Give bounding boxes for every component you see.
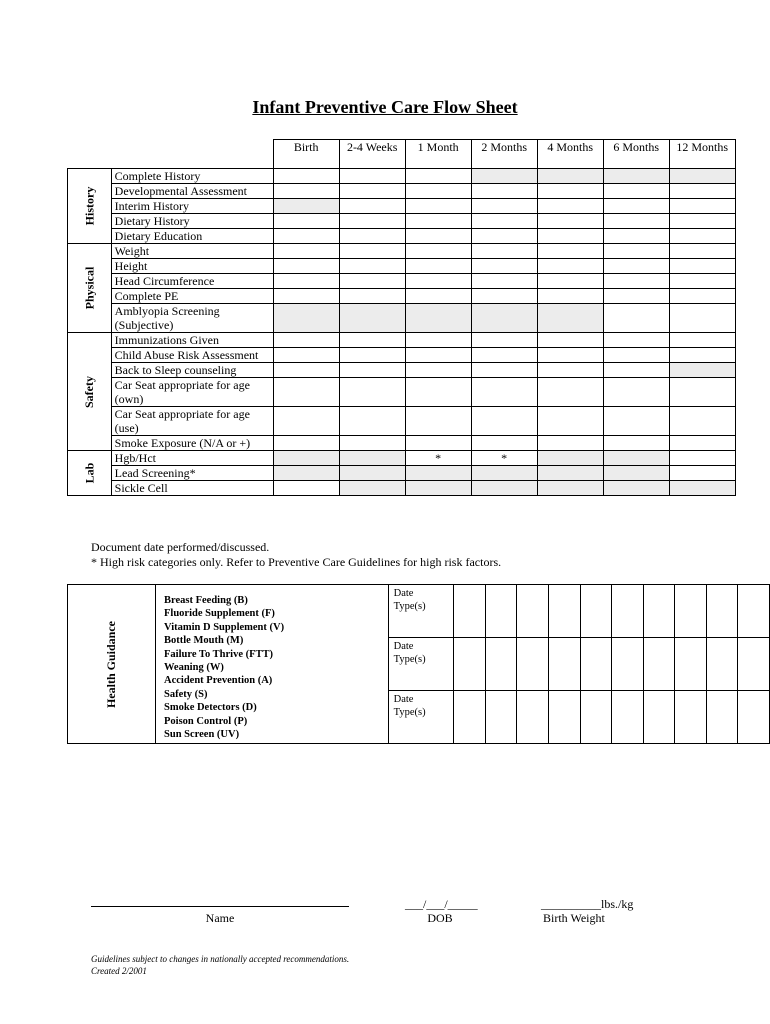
entry-cell[interactable] <box>273 214 339 229</box>
entry-cell[interactable] <box>471 333 537 348</box>
entry-cell[interactable] <box>405 199 471 214</box>
entry-cell[interactable] <box>603 214 669 229</box>
entry-cell[interactable] <box>273 169 339 184</box>
entry-cell[interactable] <box>273 274 339 289</box>
entry-cell[interactable] <box>339 378 405 407</box>
entry-cell[interactable] <box>537 481 603 496</box>
entry-cell[interactable] <box>339 289 405 304</box>
table-row <box>68 333 736 348</box>
name-line[interactable] <box>91 906 349 907</box>
guidance-entry-cell[interactable] <box>548 585 580 638</box>
table-row <box>68 169 736 184</box>
guidance-entry-cell[interactable] <box>738 585 770 638</box>
entry-cell[interactable] <box>339 481 405 496</box>
table-row <box>68 436 736 451</box>
guidance-item: Weaning (W) <box>164 662 224 674</box>
row-label: Amblyopia Screening (Subjective) <box>111 304 273 333</box>
entry-cell[interactable] <box>273 259 339 274</box>
guidance-entry-cell[interactable] <box>738 638 770 691</box>
date-type-label <box>388 691 454 744</box>
entry-cell[interactable] <box>339 363 405 378</box>
entry-cell[interactable] <box>669 436 735 451</box>
entry-cell[interactable] <box>537 289 603 304</box>
table-row <box>68 363 736 378</box>
entry-cell[interactable] <box>405 378 471 407</box>
date-label: Date <box>393 588 414 599</box>
entry-cell[interactable] <box>603 274 669 289</box>
column-header: 12 Months <box>669 140 735 169</box>
entry-cell[interactable] <box>603 466 669 481</box>
entry-cell[interactable] <box>339 244 405 259</box>
entry-cell[interactable] <box>603 378 669 407</box>
entry-cell[interactable] <box>603 363 669 378</box>
entry-cell[interactable] <box>339 169 405 184</box>
entry-cell[interactable] <box>339 229 405 244</box>
entry-cell[interactable] <box>669 169 735 184</box>
entry-cell[interactable] <box>339 333 405 348</box>
page-title: Infant Preventive Care Flow Sheet <box>252 97 518 117</box>
entry-cell[interactable] <box>471 274 537 289</box>
guidance-row <box>68 585 770 638</box>
entry-cell[interactable] <box>405 214 471 229</box>
row-label: Immunizations Given <box>111 333 273 348</box>
row-label: Height <box>111 259 273 274</box>
entry-cell[interactable] <box>603 229 669 244</box>
table-row <box>68 466 736 481</box>
types-label: Type(s) <box>393 601 426 612</box>
table-row <box>68 259 736 274</box>
entry-cell[interactable] <box>273 244 339 259</box>
row-label: Back to Sleep counseling <box>111 363 273 378</box>
entry-cell[interactable] <box>537 407 603 436</box>
entry-cell[interactable] <box>273 436 339 451</box>
date-label: Date <box>393 694 414 705</box>
entry-cell[interactable] <box>471 466 537 481</box>
entry-cell[interactable] <box>273 229 339 244</box>
entry-cell[interactable] <box>603 169 669 184</box>
row-label: Dietary History <box>111 214 273 229</box>
entry-cell[interactable] <box>603 348 669 363</box>
entry-cell[interactable] <box>537 259 603 274</box>
table-row <box>68 274 736 289</box>
section-label: Health Guidance <box>104 620 119 708</box>
section-label: Lab <box>82 462 97 484</box>
table-row <box>68 451 736 466</box>
entry-cell[interactable] <box>471 407 537 436</box>
column-header: 4 Months <box>537 140 603 169</box>
entry-cell[interactable] <box>471 481 537 496</box>
entry-cell[interactable] <box>603 304 669 333</box>
entry-cell[interactable] <box>669 451 735 466</box>
section-physical <box>68 244 112 333</box>
entry-cell[interactable]: * <box>471 451 537 466</box>
date-label: Date <box>393 641 414 652</box>
guidance-entry-cell[interactable] <box>548 638 580 691</box>
footer-guidelines: Guidelines subject to changes in nationally accepted recommendations. <box>91 954 350 964</box>
header-spacer <box>68 140 112 169</box>
section-safety <box>68 333 112 451</box>
entry-cell[interactable] <box>405 407 471 436</box>
guidance-entry-cell[interactable] <box>612 691 644 744</box>
entry-cell[interactable] <box>273 466 339 481</box>
row-label: Smoke Exposure (N/A or +) <box>111 436 273 451</box>
entry-cell[interactable] <box>669 244 735 259</box>
entry-cell[interactable] <box>405 244 471 259</box>
entry-cell[interactable] <box>273 451 339 466</box>
date-type-label <box>388 585 454 638</box>
entry-cell[interactable] <box>669 378 735 407</box>
entry-cell[interactable] <box>537 466 603 481</box>
guidance-entry-cell[interactable] <box>738 691 770 744</box>
entry-cell[interactable] <box>603 436 669 451</box>
guidance-item: Sun Screen (UV) <box>164 729 240 741</box>
guidance-item: Breast Feeding (B) <box>164 595 248 606</box>
guidance-item: Vitamin D Supplement (V) <box>164 621 285 633</box>
guidance-entry-cell[interactable] <box>612 585 644 638</box>
guidance-entry-cell[interactable] <box>580 691 612 744</box>
guidance-entry-cell[interactable] <box>580 638 612 691</box>
guidance-entry-cell[interactable] <box>485 585 517 638</box>
entry-cell[interactable] <box>537 436 603 451</box>
notes <box>91 540 501 570</box>
guidance-item: Poison Control (P) <box>164 715 248 727</box>
entry-cell[interactable] <box>273 363 339 378</box>
entry-cell[interactable] <box>537 333 603 348</box>
entry-cell[interactable] <box>603 259 669 274</box>
entry-cell[interactable] <box>339 407 405 436</box>
table-row <box>68 348 736 363</box>
entry-cell[interactable] <box>339 199 405 214</box>
guidance-entry-cell[interactable] <box>580 585 612 638</box>
types-label: Type(s) <box>393 707 426 718</box>
guidance-entry-cell[interactable] <box>485 691 517 744</box>
entry-cell[interactable] <box>669 214 735 229</box>
guidance-item: Failure To Thrive (FTT) <box>164 648 274 660</box>
entry-cell[interactable] <box>669 229 735 244</box>
entry-cell[interactable] <box>537 214 603 229</box>
entry-cell[interactable] <box>339 274 405 289</box>
entry-cell[interactable] <box>405 466 471 481</box>
entry-cell[interactable] <box>339 184 405 199</box>
guidance-entry-cell[interactable] <box>706 585 738 638</box>
guidance-entry-cell[interactable] <box>517 691 549 744</box>
entry-cell[interactable] <box>339 259 405 274</box>
section-lab <box>68 451 112 496</box>
entry-cell[interactable] <box>471 436 537 451</box>
guidance-item: Fluoride Supplement (F) <box>164 608 275 620</box>
entry-cell[interactable] <box>273 184 339 199</box>
entry-cell[interactable] <box>405 348 471 363</box>
column-header: Birth <box>273 140 339 169</box>
types-label: Type(s) <box>393 654 426 665</box>
table-row <box>68 244 736 259</box>
guidance-entry-cell[interactable] <box>548 691 580 744</box>
footer <box>91 953 349 977</box>
row-label: Weight <box>111 244 273 259</box>
column-header: 1 Month <box>405 140 471 169</box>
dob-label: DOB <box>427 911 453 925</box>
entry-cell[interactable] <box>273 199 339 214</box>
column-header: 6 Months <box>603 140 669 169</box>
health-guidance-table <box>67 584 770 744</box>
section-history <box>68 169 112 244</box>
guidance-entry-cell[interactable] <box>517 585 549 638</box>
entry-cell[interactable] <box>537 199 603 214</box>
entry-cell[interactable] <box>669 333 735 348</box>
note-document: Document date performed/discussed. <box>91 540 270 554</box>
entry-cell[interactable] <box>537 274 603 289</box>
table-row <box>68 289 736 304</box>
table-row <box>68 407 736 436</box>
guidance-entry-cell[interactable] <box>517 638 549 691</box>
header-spacer <box>111 140 273 169</box>
guidance-item: Smoke Detectors (D) <box>164 702 257 714</box>
guidance-entry-cell[interactable] <box>454 691 486 744</box>
entry-cell[interactable] <box>669 274 735 289</box>
entry-cell[interactable] <box>471 169 537 184</box>
row-label: Developmental Assessment <box>111 184 273 199</box>
guidance-entry-cell[interactable] <box>643 585 675 638</box>
section-label: History <box>82 186 97 226</box>
entry-cell[interactable] <box>537 304 603 333</box>
guidance-entry-cell[interactable] <box>706 638 738 691</box>
entry-cell[interactable] <box>405 184 471 199</box>
entry-cell[interactable] <box>405 229 471 244</box>
row-label: Car Seat appropriate for age (own) <box>111 378 273 407</box>
row-label: Interim History <box>111 199 273 214</box>
entry-cell[interactable] <box>471 259 537 274</box>
entry-cell[interactable] <box>537 451 603 466</box>
table-row <box>68 199 736 214</box>
entry-cell[interactable] <box>669 407 735 436</box>
table-row <box>68 378 736 407</box>
entry-cell[interactable] <box>471 199 537 214</box>
entry-cell[interactable] <box>273 481 339 496</box>
entry-cell[interactable] <box>669 481 735 496</box>
entry-cell[interactable] <box>471 229 537 244</box>
entry-cell[interactable] <box>669 199 735 214</box>
birth-weight-label: Birth Weight <box>543 911 605 925</box>
note-high-risk: * High risk categories only. Refer to Preventive Care Guidelines for high risk factors. <box>91 555 502 569</box>
entry-cell[interactable] <box>537 244 603 259</box>
table-row <box>68 214 736 229</box>
entry-cell[interactable] <box>537 184 603 199</box>
entry-cell[interactable] <box>273 348 339 363</box>
guidance-entry-cell[interactable] <box>675 691 707 744</box>
dob-field[interactable]: ___/___/_____ <box>405 897 478 911</box>
entry-cell[interactable] <box>669 184 735 199</box>
entry-cell[interactable] <box>273 378 339 407</box>
entry-cell[interactable] <box>471 378 537 407</box>
column-header: 2 Months <box>471 140 537 169</box>
birth-weight-field[interactable]: __________lbs./kg <box>541 897 634 911</box>
entry-cell[interactable] <box>405 481 471 496</box>
entry-cell[interactable] <box>405 363 471 378</box>
row-label: Sickle Cell <box>111 481 273 496</box>
entry-cell[interactable] <box>273 333 339 348</box>
section-label: Safety <box>82 375 97 408</box>
guidance-entry-cell[interactable] <box>675 585 707 638</box>
entry-cell[interactable] <box>603 199 669 214</box>
entry-cell[interactable] <box>537 229 603 244</box>
entry-cell[interactable] <box>471 363 537 378</box>
row-label: Child Abuse Risk Assessment <box>111 348 273 363</box>
row-label: Lead Screening* <box>111 466 273 481</box>
table-row <box>68 304 736 333</box>
column-header: 2-4 Weeks <box>339 140 405 169</box>
header-row <box>68 140 736 169</box>
entry-cell[interactable] <box>537 363 603 378</box>
entry-cell[interactable] <box>537 378 603 407</box>
table-row <box>68 229 736 244</box>
entry-cell[interactable] <box>339 304 405 333</box>
entry-cell[interactable] <box>471 348 537 363</box>
guidance-entry-cell[interactable] <box>612 638 644 691</box>
row-label: Complete History <box>111 169 273 184</box>
entry-cell[interactable]: * <box>405 451 471 466</box>
row-label: Complete PE <box>111 289 273 304</box>
guidance-entry-cell[interactable] <box>643 638 675 691</box>
entry-cell[interactable] <box>537 169 603 184</box>
row-label: Head Circumference <box>111 274 273 289</box>
entry-cell[interactable] <box>339 436 405 451</box>
name-label: Name <box>205 911 235 925</box>
entry-cell[interactable] <box>405 274 471 289</box>
entry-cell[interactable] <box>669 259 735 274</box>
entry-cell[interactable] <box>405 169 471 184</box>
guidance-entry-cell[interactable] <box>454 585 486 638</box>
entry-cell[interactable] <box>603 244 669 259</box>
entry-cell[interactable] <box>405 436 471 451</box>
entry-cell[interactable] <box>669 289 735 304</box>
guidance-entry-cell[interactable] <box>454 638 486 691</box>
guidance-item: Bottle Mouth (M) <box>164 635 244 647</box>
entry-cell[interactable] <box>669 304 735 333</box>
entry-cell[interactable] <box>603 451 669 466</box>
entry-cell[interactable] <box>603 184 669 199</box>
entry-cell[interactable] <box>603 333 669 348</box>
entry-cell[interactable] <box>405 333 471 348</box>
date-type-label <box>388 638 454 691</box>
section-label: Physical <box>82 266 97 310</box>
entry-cell[interactable] <box>471 304 537 333</box>
entry-cell[interactable] <box>603 407 669 436</box>
entry-cell[interactable] <box>669 348 735 363</box>
section-health-guidance <box>68 585 156 744</box>
entry-cell[interactable] <box>339 348 405 363</box>
entry-cell[interactable] <box>471 214 537 229</box>
guidance-list <box>156 585 389 744</box>
entry-cell[interactable] <box>339 214 405 229</box>
row-label: Car Seat appropriate for age (use) <box>111 407 273 436</box>
entry-cell[interactable] <box>669 466 735 481</box>
entry-cell[interactable] <box>339 451 405 466</box>
entry-cell[interactable] <box>669 363 735 378</box>
guidance-item: Safety (S) <box>164 688 208 700</box>
entry-cell[interactable] <box>405 259 471 274</box>
table-row <box>68 184 736 199</box>
entry-cell[interactable] <box>537 348 603 363</box>
entry-cell[interactable] <box>471 184 537 199</box>
entry-cell[interactable] <box>471 244 537 259</box>
flow-sheet-table <box>67 139 736 496</box>
entry-cell[interactable] <box>273 407 339 436</box>
entry-cell[interactable] <box>405 304 471 333</box>
guidance-entry-cell[interactable] <box>643 691 675 744</box>
footer-created: Created 2/2001 <box>91 966 147 976</box>
guidance-entry-cell[interactable] <box>706 691 738 744</box>
row-label: Dietary Education <box>111 229 273 244</box>
row-label: Hgb/Hct <box>111 451 273 466</box>
entry-cell[interactable] <box>339 466 405 481</box>
entry-cell[interactable] <box>273 304 339 333</box>
guidance-entry-cell[interactable] <box>675 638 707 691</box>
entry-cell[interactable] <box>471 289 537 304</box>
table-row <box>68 481 736 496</box>
entry-cell[interactable] <box>603 289 669 304</box>
entry-cell[interactable] <box>405 289 471 304</box>
guidance-item: Accident Prevention (A) <box>164 675 273 687</box>
guidance-entry-cell[interactable] <box>485 638 517 691</box>
entry-cell[interactable] <box>273 289 339 304</box>
entry-cell[interactable] <box>603 481 669 496</box>
